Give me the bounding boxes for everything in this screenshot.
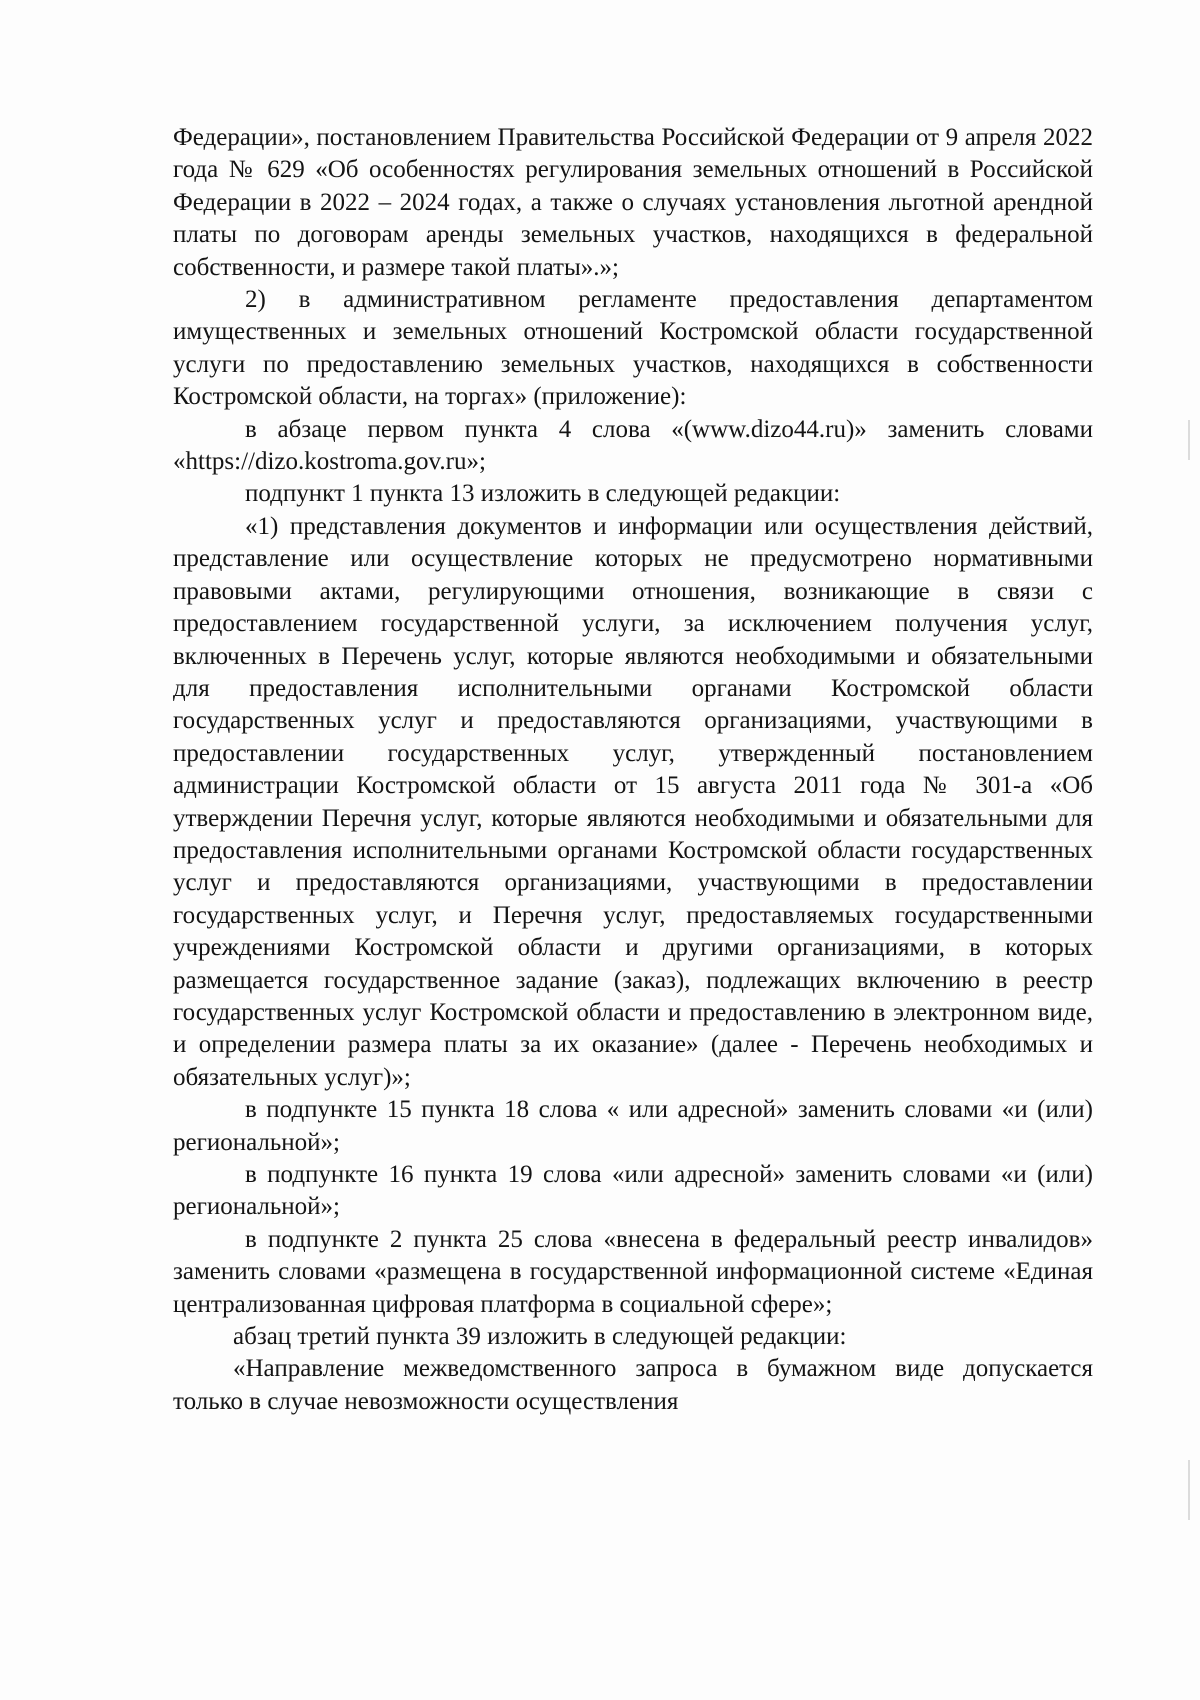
paragraph-8: в подпункте 2 пункта 25 слова «внесена в федеральный реестр инвалидов» заменить словами «размещена в государственной информационной системе «Единая централизованная цифровая платформа в социальной сфере»; — [173, 1225, 1093, 1318]
paragraph-1: Федерации», постановлением Правительства Российской Федерации от 9 апреля 2022 года № 629 «Об особенностях регулирования земельных отношений в Российской Федерации в 2022 – 2024 годах, а также о случаях установления льготной арендной платы по договорам аренды земельных участков, находящихся в федеральной собственности, и размере такой платы».»; — [173, 124, 1093, 281]
paragraph-10: «Направление межведомственного запроса в бумажном виде допускается только в случае невозможности осуществления — [173, 1355, 1093, 1415]
paragraph-6: в подпункте 15 пункта 18 слова « или адресной» заменить словами «и (или) региональной»; — [173, 1096, 1093, 1156]
scan-edge-mark — [1188, 420, 1190, 460]
paragraph-2: 2) в административном регламенте предоставления департаментом имущественных и земельных отношений Костромской области государственной услуги по предоставлению земельных участков, находящихся в собственности Костромской области, на торгах» (приложение): — [173, 286, 1093, 411]
document-body — [173, 122, 1093, 1418]
paragraph-7: в подпункте 16 пункта 19 слова «или адресной» заменить словами «и (или) региональной»; — [173, 1161, 1093, 1221]
paragraph-5: «1) представления документов и информации или осуществления действий, представление или осуществление которых не предусмотрено нормативными правовыми актами, регулирующими отношения, возникающие в связи с предоставлением государственной услуги, за исключением получения услуг, включенных в Перечень услуг, которые являются необходимыми и обязательными для предоставления исполнительными органами Костромской области государственных услуг и предоставляются организациями, участвующими в предоставлении государственных услуг, утвержденный постановлением администрации Костромской области от 15 августа 2011 года № 301-а «Об утверждении Перечня услуг, которые являются необходимыми и обязательными для предоставления исполнительными органами Костромской области государственных услуг и предоставляются организациями, участвующими в предоставлении государственных услуг, и Перечня услуг, предоставляемых государственными учреждениями Костромской области и другими организациями, в которых размещается государственное задание (заказ), подлежащих включению в реестр государственных услуг Костромской области и предоставлению в электронном виде, и определении размера платы за их оказание» (далее - Перечень необходимых и обязательных услуг)»; — [173, 512, 1093, 1091]
paragraph-9: абзац третий пункта 39 изложить в следующей редакции: — [233, 1323, 847, 1351]
paragraph-3: в абзаце первом пункта 4 слова «(www.dizo44.ru)» заменить словами «https://dizo.kostroma.gov.ru»; — [173, 415, 1093, 476]
scan-edge-mark — [1188, 1460, 1190, 1520]
paragraph-4: подпункт 1 пункта 13 изложить в следующей редакции: — [245, 480, 841, 508]
